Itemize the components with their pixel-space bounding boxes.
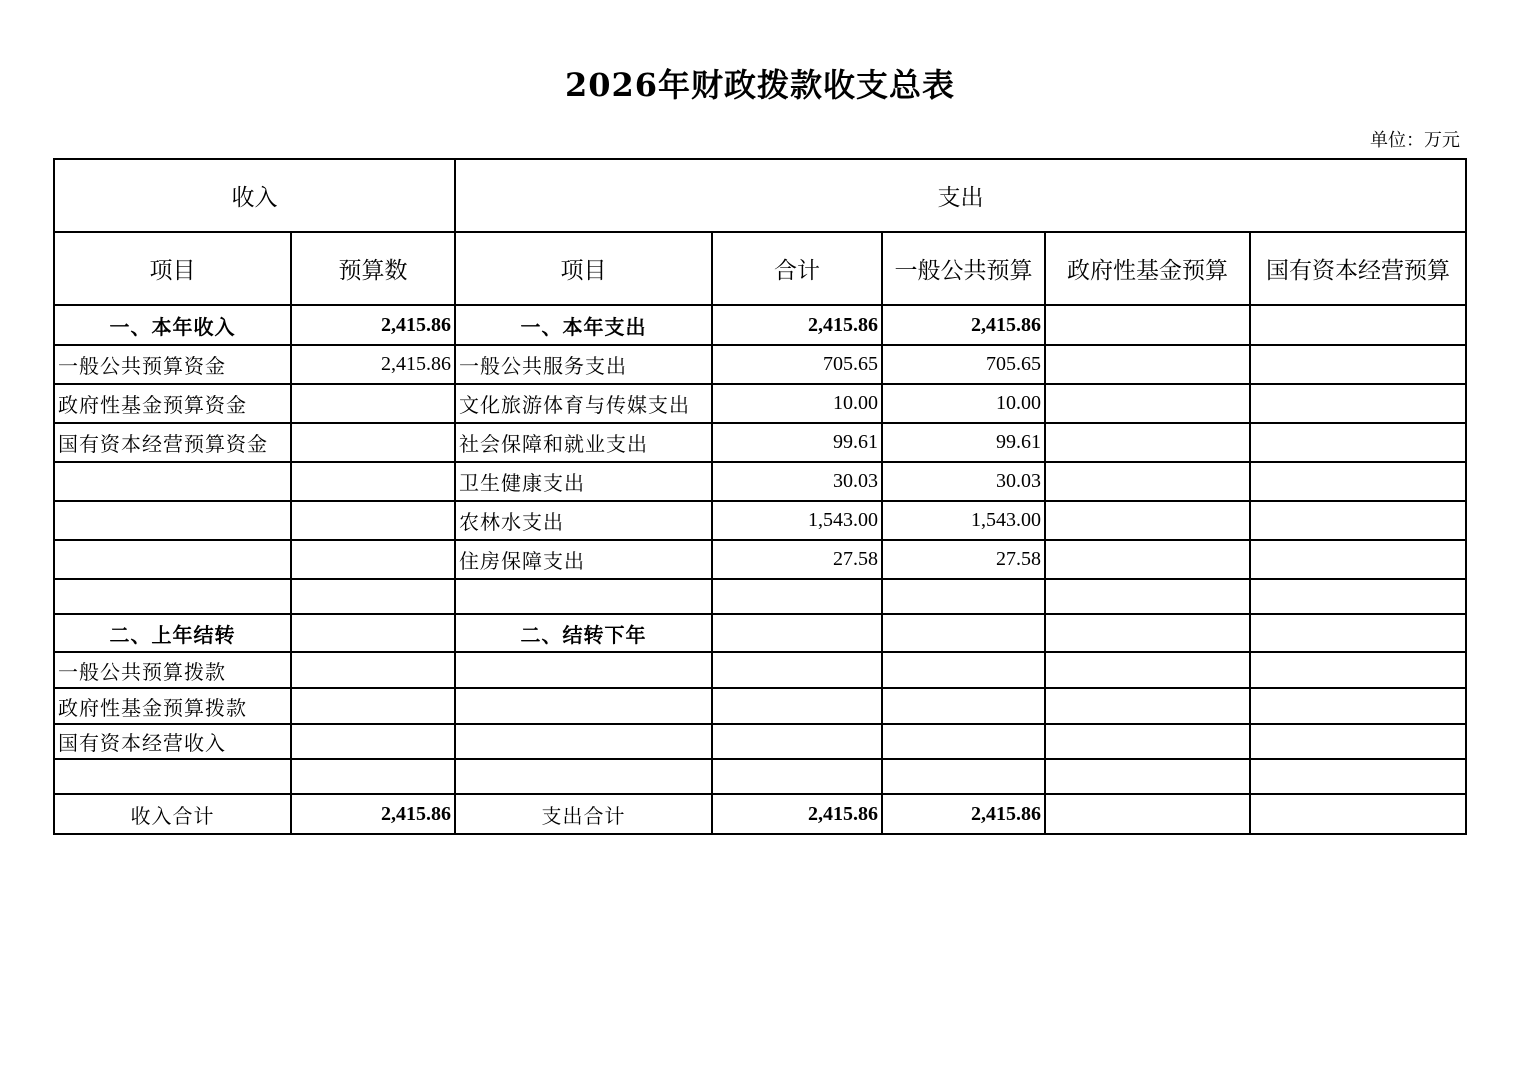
total-header: 合计: [712, 232, 882, 305]
expense-total: [712, 759, 882, 794]
table-row: [54, 501, 1466, 540]
expense-total: 99.61: [712, 423, 882, 462]
expense-item: 卫生健康支出: [455, 462, 712, 501]
budget-table: [53, 158, 1467, 835]
income-amount: [291, 540, 455, 579]
expense-total: 705.65: [712, 345, 882, 384]
table-row: [54, 614, 1466, 652]
expense-total: 30.03: [712, 462, 882, 501]
expense-total: [712, 614, 882, 652]
totals-row: [54, 794, 1466, 834]
general-public-header: 一般公共预算: [882, 232, 1045, 305]
expense-total-fund: [1045, 794, 1250, 834]
income-amount: [291, 614, 455, 652]
expense-total: 1,543.00: [712, 501, 882, 540]
expense-general: [882, 724, 1045, 759]
income-amount: [291, 423, 455, 462]
expense-capital: [1250, 614, 1466, 652]
gov-fund-header: 政府性基金预算: [1045, 232, 1250, 305]
expense-total: 10.00: [712, 384, 882, 423]
income-amount: [291, 579, 455, 614]
expense-fund: [1045, 579, 1250, 614]
expense-item-header: 项目: [455, 232, 712, 305]
table-row: [54, 384, 1466, 423]
income-item: 政府性基金预算拨款: [54, 688, 291, 724]
income-amount: [291, 688, 455, 724]
table-row: [54, 462, 1466, 501]
expense-item: [455, 759, 712, 794]
income-amount: [291, 759, 455, 794]
income-item: 一般公共预算拨款: [54, 652, 291, 688]
expense-fund: [1045, 759, 1250, 794]
expense-general: 705.65: [882, 345, 1045, 384]
expense-fund: [1045, 423, 1250, 462]
income-total-amount: 2,415.86: [291, 794, 455, 834]
expense-general: [882, 579, 1045, 614]
expense-total: [712, 688, 882, 724]
unit-label: 单位：万元: [1370, 130, 1460, 151]
header-row-columns: [54, 232, 1466, 305]
expense-total-capital: [1250, 794, 1466, 834]
table-row: [54, 724, 1466, 759]
expense-general: [882, 688, 1045, 724]
expense-capital: [1250, 688, 1466, 724]
expense-fund: [1045, 305, 1250, 345]
expense-general: [882, 759, 1045, 794]
expense-capital: [1250, 759, 1466, 794]
expense-item: 住房保障支出: [455, 540, 712, 579]
table-row: [54, 345, 1466, 384]
income-amount: [291, 724, 455, 759]
income-amount: 2,415.86: [291, 345, 455, 384]
expense-item: [455, 724, 712, 759]
expense-total: [712, 579, 882, 614]
income-item: [54, 579, 291, 614]
expense-fund: [1045, 501, 1250, 540]
expense-fund: [1045, 614, 1250, 652]
expense-total-label: 支出合计: [455, 794, 712, 834]
income-item: [54, 501, 291, 540]
state-capital-header: 国有资本经营预算: [1250, 232, 1466, 305]
expense-capital: [1250, 652, 1466, 688]
expense-total: [712, 724, 882, 759]
expense-fund: [1045, 688, 1250, 724]
table-row: [54, 305, 1466, 345]
expense-capital: [1250, 423, 1466, 462]
income-item: 政府性基金预算资金: [54, 384, 291, 423]
expense-capital: [1250, 462, 1466, 501]
income-amount: 2,415.86: [291, 305, 455, 345]
expense-item: 一般公共服务支出: [455, 345, 712, 384]
expense-capital: [1250, 501, 1466, 540]
expense-header: 支出: [455, 159, 1466, 232]
table-row: [54, 759, 1466, 794]
expense-fund: [1045, 724, 1250, 759]
expense-capital: [1250, 579, 1466, 614]
expense-total-sum: 2,415.86: [712, 794, 882, 834]
table-row: [54, 579, 1466, 614]
expense-general: 27.58: [882, 540, 1045, 579]
expense-fund: [1045, 462, 1250, 501]
income-item: 一、本年收入: [54, 305, 291, 345]
income-item: [54, 540, 291, 579]
expense-fund: [1045, 652, 1250, 688]
income-item-header: 项目: [54, 232, 291, 305]
budget-amount-header: 预算数: [291, 232, 455, 305]
expense-capital: [1250, 724, 1466, 759]
expense-item: 农林水支出: [455, 501, 712, 540]
page-title: 2026年财政拨款收支总表: [564, 66, 956, 104]
table-row: [54, 540, 1466, 579]
expense-total: 2,415.86: [712, 305, 882, 345]
expense-general: [882, 652, 1045, 688]
expense-general: [882, 614, 1045, 652]
expense-fund: [1045, 384, 1250, 423]
expense-general: 2,415.86: [882, 305, 1045, 345]
expense-item: [455, 579, 712, 614]
expense-general: 99.61: [882, 423, 1045, 462]
income-amount: [291, 384, 455, 423]
income-item: [54, 759, 291, 794]
expense-capital: [1250, 305, 1466, 345]
expense-capital: [1250, 540, 1466, 579]
expense-total: [712, 652, 882, 688]
income-item: 二、上年结转: [54, 614, 291, 652]
income-item: 一般公共预算资金: [54, 345, 291, 384]
expense-item: 一、本年支出: [455, 305, 712, 345]
expense-general: 30.03: [882, 462, 1045, 501]
expense-item: 二、结转下年: [455, 614, 712, 652]
expense-item: 文化旅游体育与传媒支出: [455, 384, 712, 423]
income-amount: [291, 462, 455, 501]
expense-fund: [1045, 345, 1250, 384]
expense-total: 27.58: [712, 540, 882, 579]
expense-capital: [1250, 345, 1466, 384]
expense-item: [455, 652, 712, 688]
income-amount: [291, 652, 455, 688]
income-header: 收入: [54, 159, 455, 232]
header-row-groups: [54, 159, 1466, 232]
expense-item: 社会保障和就业支出: [455, 423, 712, 462]
income-total-label: 收入合计: [54, 794, 291, 834]
expense-total-general: 2,415.86: [882, 794, 1045, 834]
income-item: [54, 462, 291, 501]
table-row: [54, 652, 1466, 688]
table-row: [54, 688, 1466, 724]
income-item: 国有资本经营预算资金: [54, 423, 291, 462]
income-amount: [291, 501, 455, 540]
expense-item: [455, 688, 712, 724]
expense-fund: [1045, 540, 1250, 579]
expense-general: 1,543.00: [882, 501, 1045, 540]
table-row: [54, 423, 1466, 462]
income-item: 国有资本经营收入: [54, 724, 291, 759]
expense-general: 10.00: [882, 384, 1045, 423]
expense-capital: [1250, 384, 1466, 423]
